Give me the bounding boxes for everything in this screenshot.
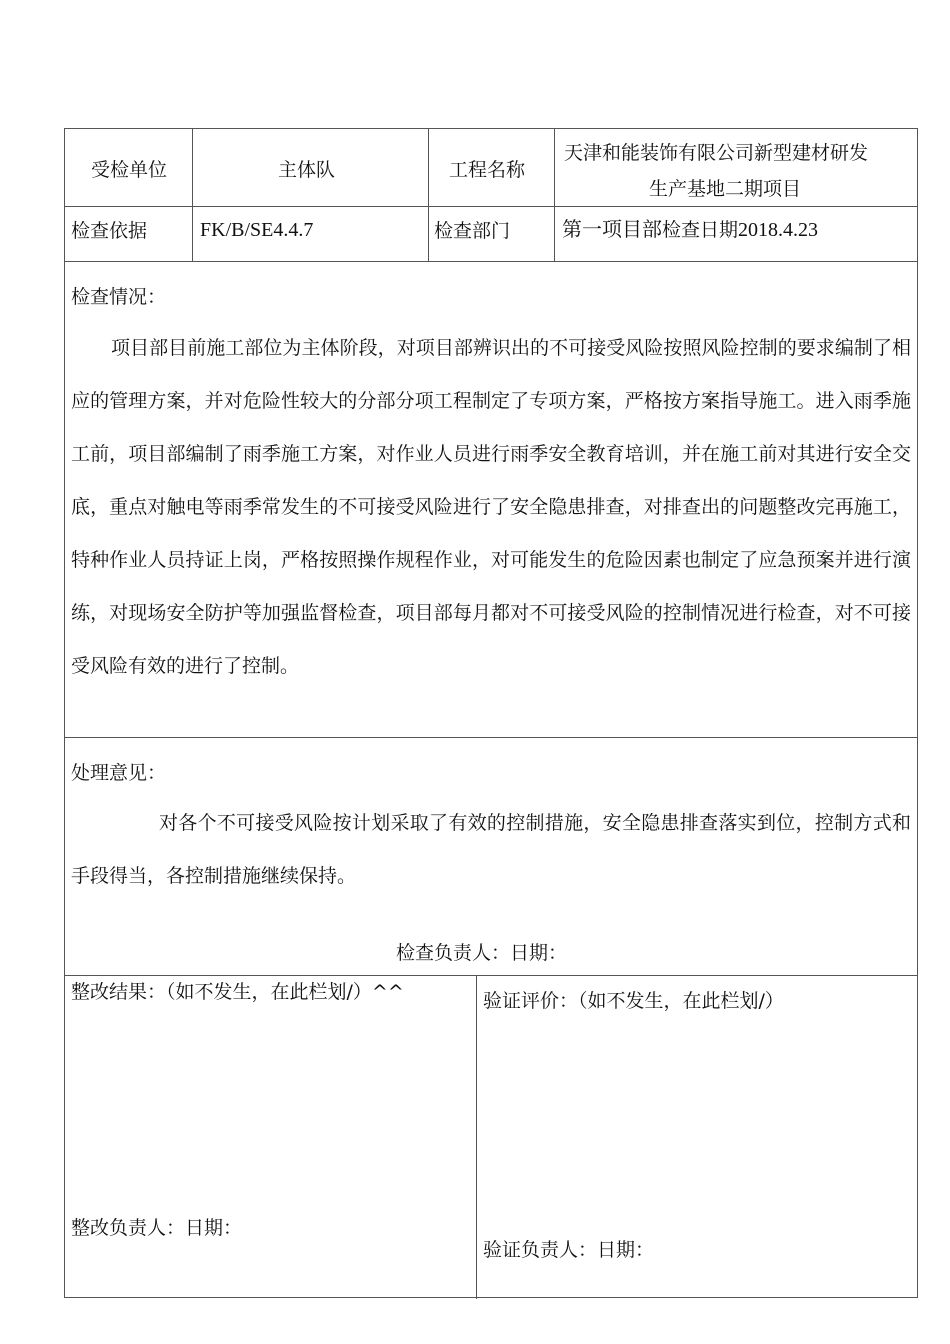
project-name-line2: 生产基地二期项目 xyxy=(649,178,802,200)
inspection-date-value: 2018.4.23 xyxy=(738,219,819,241)
inspector-signature: 检查负责人：日期： xyxy=(396,942,568,964)
column-divider xyxy=(554,129,555,261)
row-divider xyxy=(65,737,917,738)
rectification-signature: 整改负责人：日期： xyxy=(71,1217,243,1239)
row-divider xyxy=(65,261,917,262)
inspection-dept-value: 第一项目部 xyxy=(562,219,662,241)
rectification-title: 整改结果：（如不发生，在此栏划/）^^ xyxy=(71,981,404,1003)
inspection-basis-value: FK/B/SE4.4.7 xyxy=(200,219,314,241)
inspection-situation-title: 检查情况： xyxy=(71,286,167,308)
inspection-dept-and-date xyxy=(562,217,818,243)
inspected-unit-label: 受检单位 xyxy=(91,159,168,181)
inspection-date-label: 检查日期 xyxy=(662,219,739,241)
column-divider xyxy=(476,975,477,1299)
column-divider xyxy=(192,129,193,261)
handling-opinion-title: 处理意见： xyxy=(71,762,167,784)
handling-opinion-body: 对各个不可接受风险按计划采取了有效的控制措施，安全隐患排查落实到位，控制方式和手段得当，各控制措施继续保持。 xyxy=(71,812,911,887)
inspection-dept-label: 检查部门 xyxy=(434,220,511,242)
row-divider xyxy=(65,975,917,976)
verification-signature: 验证负责人：日期： xyxy=(483,1239,655,1261)
inspected-unit-value: 主体队 xyxy=(278,159,336,181)
verification-title: 验证评价：（如不发生，在此栏划/） xyxy=(483,990,784,1012)
inspection-situation-body: 项目部目前施工部位为主体阶段，对项目部辨识出的不可接受风险按照风险控制的要求编制了相应的管理方案，并对危险性较大的分部分项工程制定了专项方案，严格按方案指导施工。进入雨季施工前，项目部编制了雨季施工方案，对作业人员进行雨季安全教育培训，并在施工前对其进行安全交底，重点对触电等雨季常发生的不可接受风险进行了安全隐患排查，对排查出的问题整改完再施工，特种作业人员持证上岗，严格按照操作规程作业，对可能发生的危险因素也制定了应急预案并进行演练，对现场安全防护等加强监督检查，项目部每月都对不可接受风险的控制情况进行检查，对不可接受风险有效的进行了控制。 xyxy=(71,337,911,677)
project-name-line1: 天津和能装饰有限公司新型建材研发 xyxy=(564,142,869,164)
inspection-basis-label: 检查依据 xyxy=(71,220,148,242)
inspection-form xyxy=(64,128,918,1298)
column-divider xyxy=(428,129,429,261)
project-name-label: 工程名称 xyxy=(449,159,526,181)
